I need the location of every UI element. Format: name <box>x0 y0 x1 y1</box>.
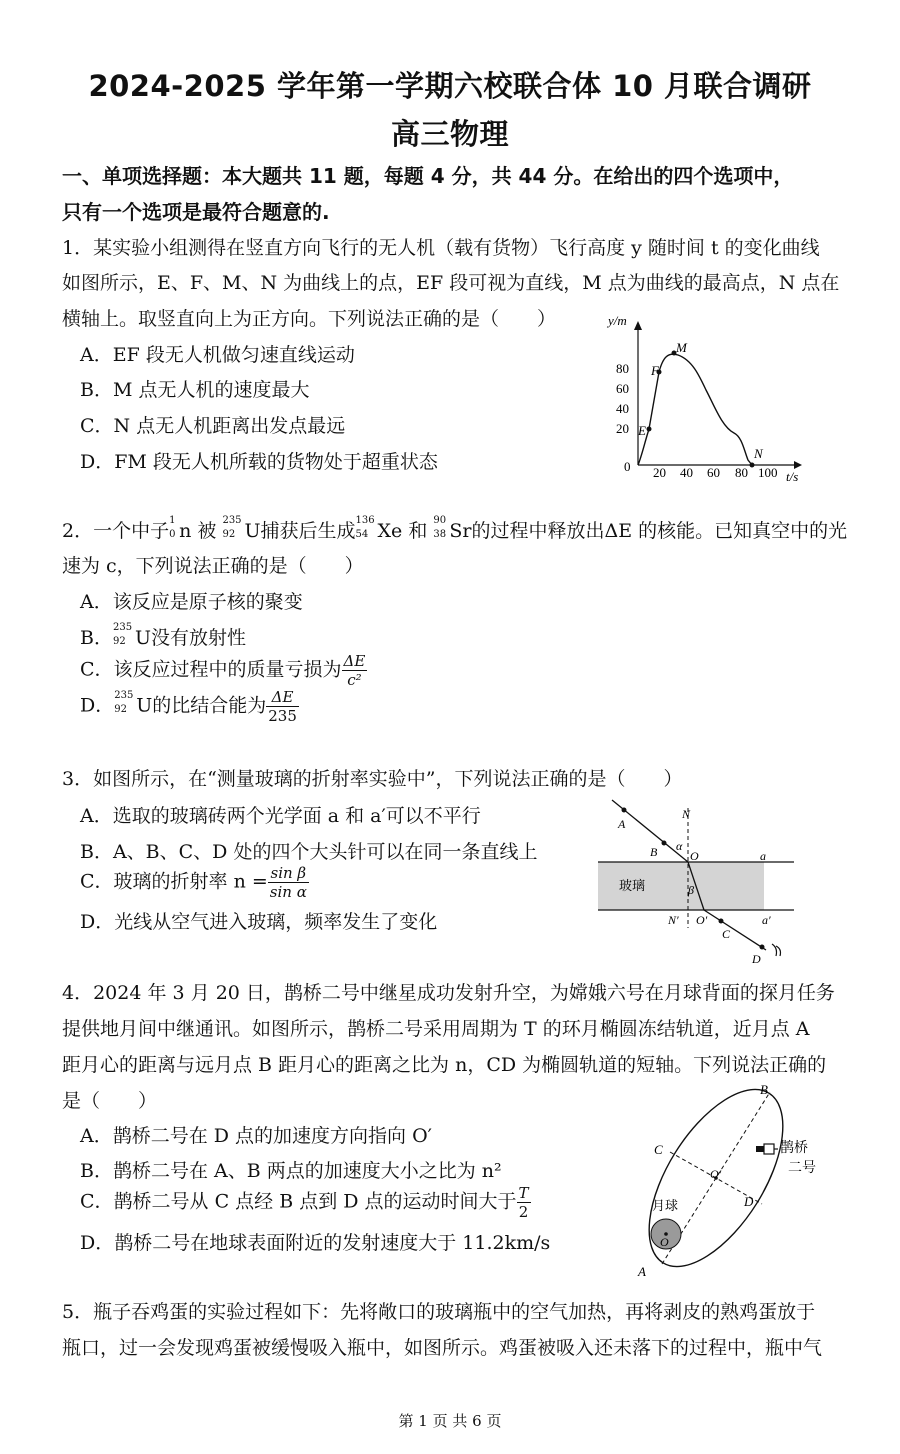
x-axis-arrow <box>794 461 802 469</box>
satellite-label-1: 鹊桥 <box>780 1141 808 1156</box>
label-d: D <box>744 1194 754 1209</box>
pin-a <box>622 808 627 813</box>
q2-option-b[interactable] <box>80 623 246 650</box>
strontium-symbol: Sr <box>449 520 472 542</box>
label-beta: β <box>688 883 694 897</box>
strontium-mass-number: 90 <box>433 515 447 526</box>
q2-stem-line1 <box>62 516 847 543</box>
label-surface-a: a <box>760 849 766 863</box>
uranium-atomic-number: 92 <box>222 529 236 540</box>
pin-b <box>662 841 667 846</box>
q1-stem-line2: 如图所示，E、F、M、N 为曲线上的点，EF 段可视为直线，M 点为曲线的最高点，N 点在 <box>62 272 840 294</box>
q3-stem-line1: 3．如图所示，在“测量玻璃的折射率实验中”，下列说法正确的是（ ） <box>62 768 683 790</box>
label-c: C <box>722 927 731 941</box>
exam-subject: 高三物理 <box>390 117 509 151</box>
page-footer: 第 1 页 共 6 页 <box>398 1412 502 1430</box>
strontium-notation <box>433 517 449 541</box>
label-o-prime: O′ <box>710 1167 722 1181</box>
fraction-denominator: 2 <box>518 1203 529 1221</box>
label-n-prime: N′ <box>668 913 679 927</box>
fraction-numerator: ΔE <box>343 652 366 670</box>
label-n: N <box>682 807 691 821</box>
q1-height-time-graph <box>596 305 816 485</box>
pin-c <box>719 919 724 924</box>
neutron-atomic-number: 0 <box>169 529 176 540</box>
q4-option-c[interactable] <box>80 1184 531 1221</box>
point-e <box>647 427 652 432</box>
label-o: O <box>690 849 699 863</box>
strontium-atomic-number: 38 <box>433 529 447 540</box>
q1-option-c[interactable]: C．N 点无人机距离出发点最远 <box>80 415 346 437</box>
q2-text-mid3: 和 <box>408 520 428 542</box>
q2-option-c-text: C．该反应过程中的质量亏损为 <box>80 658 342 681</box>
label-m: M <box>676 340 687 355</box>
uranium-mass-number-d: 235 <box>114 689 134 701</box>
x-axis-label: t/s <box>786 469 799 484</box>
exam-title: 2024-2025 学年第一学期六校联合体 10 月联合调研 <box>88 69 812 103</box>
label-o: O <box>660 1235 669 1249</box>
xenon-symbol: Xe <box>377 520 403 542</box>
label-c: C <box>654 1142 663 1157</box>
label-a: A <box>618 817 626 831</box>
q2-option-d-fraction <box>266 688 299 725</box>
fraction-denominator: c² <box>347 671 362 689</box>
q2-option-d-text: U的比结合能为 <box>136 694 267 717</box>
neutron-notation <box>169 517 179 541</box>
q3-option-d[interactable]: D．光线从空气进入玻璃，频率发生了变化 <box>80 911 438 933</box>
satellite-icon <box>756 1144 778 1154</box>
label-b: B <box>650 845 658 859</box>
section-heading-line1: 一、单项选择题：本大题共 11 题，每题 4 分，共 44 分。在给出的四个选项中， <box>62 164 794 188</box>
q2-option-c[interactable] <box>80 652 367 689</box>
label-b: B <box>760 1082 768 1097</box>
uranium-notation <box>222 517 244 541</box>
q1-option-a[interactable]: A．EF 段无人机做匀速直线运动 <box>80 344 355 366</box>
label-surface-a-prime: a′ <box>762 913 771 927</box>
label-e: E <box>638 423 646 438</box>
q2-text-mid2: 捕获后生成 <box>260 520 356 542</box>
y-tick-80: 80 <box>616 361 629 376</box>
q4-option-c-fraction <box>517 1184 531 1221</box>
uranium-notation-d <box>114 689 136 716</box>
q3-refraction-diagram <box>594 798 800 970</box>
q4-stem-line2: 提供地月间中继通讯。如图所示，鹊桥二号采用周期为 T 的环月椭圆冻结轨道，近月点 A <box>62 1018 810 1040</box>
q2-text-mid1: 被 <box>197 520 217 542</box>
label-n: N <box>754 446 763 461</box>
glass-label: 玻璃 <box>619 878 646 893</box>
label-f: F <box>651 363 659 378</box>
pin-d <box>760 945 765 950</box>
point-n <box>750 463 755 468</box>
q3-option-c[interactable] <box>80 864 309 901</box>
q3-option-c-fraction <box>268 864 309 901</box>
q3-option-b[interactable]: B．A、B、C、D 处的四个大头针可以在同一条直线上 <box>80 841 538 863</box>
q3-option-a[interactable]: A．选取的玻璃砖两个光学面 a 和 a′可以不平行 <box>80 805 481 827</box>
x-tick-40: 40 <box>680 465 693 480</box>
label-d: D <box>752 952 761 966</box>
uranium-atomic-number-b: 92 <box>112 636 126 647</box>
origin-label: 0 <box>624 459 631 474</box>
label-a: A <box>638 1264 646 1276</box>
q2-text-pre: 2．一个中子 <box>62 520 170 542</box>
q4-option-d[interactable]: D．鹊桥二号在地球表面附近的发射速度大于 11.2km/s <box>80 1232 551 1254</box>
q4-option-c-text: C．鹊桥二号从 C 点经 B 点到 D 点的运动时间大于 <box>80 1190 517 1213</box>
uranium-symbol: U <box>244 520 261 542</box>
q5-stem-line1: 5．瓶子吞鸡蛋的实验过程如下：先将敞口的玻璃瓶中的空气加热，再将剥皮的熟鸡蛋放于 <box>62 1301 816 1323</box>
uranium-atomic-number-d: 92 <box>114 703 127 715</box>
xenon-mass-number: 136 <box>355 515 375 526</box>
q4-option-a[interactable]: A．鹊桥二号在 D 点的加速度方向指向 O′ <box>80 1125 432 1147</box>
fraction-denominator: 235 <box>268 707 297 725</box>
neutron-mass-number: 1 <box>169 515 176 526</box>
emergent-ray <box>704 910 766 950</box>
section-heading-line2: 只有一个选项是最符合题意的. <box>62 200 330 224</box>
q2-option-d[interactable] <box>80 688 299 725</box>
q2-stem-line2: 速为 c，下列说法正确的是（ ） <box>62 555 364 577</box>
q2-option-b-text: U没有放射性 <box>134 627 246 649</box>
x-tick-100: 100 <box>758 465 778 480</box>
q1-stem-line1: 1．某实验小组测得在竖直方向飞行的无人机（载有货物）飞行高度 y 随时间 t 的变化曲线 <box>62 237 820 259</box>
x-tick-20: 20 <box>653 465 666 480</box>
satellite-label-2: 二号 <box>788 1161 816 1176</box>
eye-icon <box>772 944 781 956</box>
y-tick-40: 40 <box>616 401 629 416</box>
q3-option-c-text: C．玻璃的折射率 n = <box>80 870 268 893</box>
x-tick-60: 60 <box>707 465 720 480</box>
label-o-prime: O′ <box>696 913 708 927</box>
neutron-symbol: n <box>179 520 192 542</box>
xenon-notation <box>355 517 377 541</box>
uranium-mass-number: 235 <box>222 515 242 526</box>
q4-orbit-diagram <box>622 1080 818 1276</box>
q2-option-b-prefix: B． <box>80 627 113 649</box>
q4-stem-line4: 是（ ） <box>62 1090 158 1112</box>
fraction-numerator: ΔE <box>266 688 299 707</box>
xenon-atomic-number: 54 <box>355 529 369 540</box>
q1-option-d[interactable]: D．FM 段无人机所载的货物处于超重状态 <box>80 451 438 473</box>
uranium-mass-number-b: 235 <box>112 622 133 633</box>
uranium-notation-b <box>113 624 135 648</box>
y-tick-20: 20 <box>616 421 629 436</box>
fraction-numerator: T <box>518 1184 529 1202</box>
y-tick-60: 60 <box>616 381 629 396</box>
q1-stem-line3: 横轴上。取竖直向上为正方向。下列说法正确的是（ ） <box>62 308 557 330</box>
label-alpha: α <box>676 839 683 853</box>
fraction-numerator: sin β <box>268 864 309 883</box>
q2-option-a[interactable]: A．该反应是原子核的聚变 <box>80 591 303 613</box>
q2-option-c-fraction <box>342 652 368 689</box>
x-tick-80: 80 <box>735 465 748 480</box>
q4-stem-line3: 距月心的距离与远月点 B 距月心的距离之比为 n，CD 为椭圆轨道的短轴。下列说法正确的 <box>62 1054 827 1076</box>
q1-option-b[interactable]: B．M 点无人机的速度最大 <box>80 379 310 401</box>
y-axis-arrow <box>634 321 642 330</box>
q2-text-tail: 的过程中释放出ΔE 的核能。已知真空中的光 <box>471 520 848 542</box>
moon-label: 月球 <box>652 1198 679 1213</box>
q4-option-b[interactable]: B．鹊桥二号在 A、B 两点的加速度大小之比为 n² <box>80 1160 502 1182</box>
q2-option-d-prefix: D． <box>80 694 115 717</box>
q5-stem-line2: 瓶口，过一会发现鸡蛋被缓慢吸入瓶中，如图所示。鸡蛋被吸入还未落下的过程中，瓶中气 <box>62 1337 823 1359</box>
q4-stem-line1: 4．2024 年 3 月 20 日，鹊桥二号中继星成功发射升空，为嫦娥六号在月球背面的探月任务 <box>62 982 835 1004</box>
fraction-denominator: sin α <box>269 883 307 901</box>
y-axis-label: y/m <box>608 313 627 328</box>
